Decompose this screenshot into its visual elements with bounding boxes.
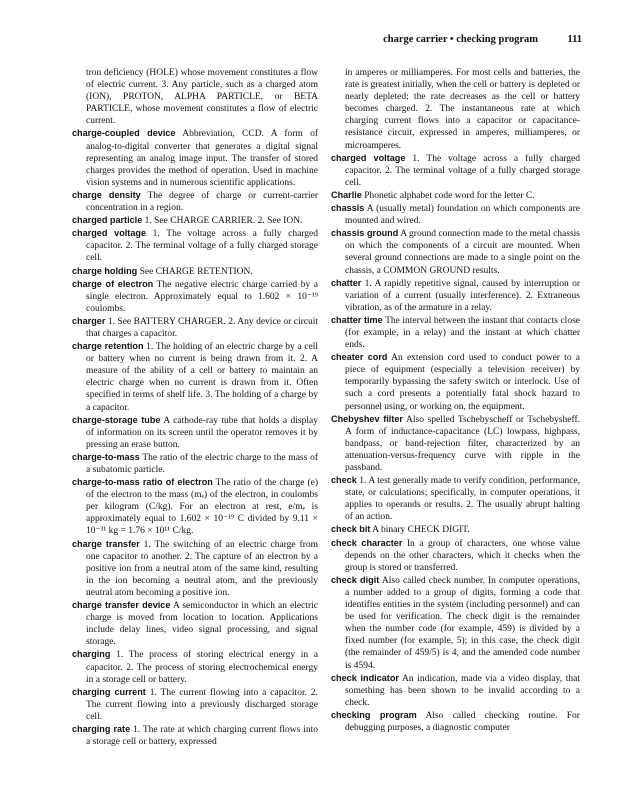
entry-definition: 1. The voltage across a fully charged capacitor. 2. The terminal voltage of a fully charged storage cell. [86, 229, 319, 264]
entry-definition: The negative electric charge carried by a single electron. Approximately equal to 1.602 × 10⁻¹⁹ coulombs. [86, 279, 318, 314]
dictionary-entry [72, 315, 318, 340]
entry-term: chatter time [331, 314, 383, 325]
dictionary-entry [331, 413, 580, 474]
entry-definition: A cathode-ray tube that holds a display of information on its screen until the operator removes it by pressing an erase button. [86, 415, 318, 450]
dictionary-entry [72, 189, 318, 214]
dictionary-entry [331, 314, 580, 351]
dictionary-entry [331, 277, 580, 314]
dictionary-entry [331, 523, 580, 536]
dictionary-entry [72, 278, 318, 315]
dictionary-entry [72, 451, 318, 476]
dictionary-entry [72, 476, 318, 537]
entry-definition: 1. The current flowing into a capacitor. 2. The current flowing into a previously discharged storage cell. [86, 687, 318, 722]
entry-term: chassis [331, 203, 365, 214]
entry-definition: 1. The voltage across a fully charged capacitor. 2. The terminal voltage of a fully charged storage cell. [345, 153, 581, 188]
dictionary-entry [72, 686, 318, 723]
entry-term: charge-to-mass ratio of electron [72, 477, 213, 488]
dictionary-entry [331, 202, 580, 227]
entry-term: charge-storage tube [72, 414, 161, 425]
dictionary-entry [331, 672, 580, 709]
dictionary-entry [72, 227, 318, 264]
entry-term: charge transfer device [72, 600, 171, 611]
running-header [0, 34, 582, 48]
entry-term: charged particle [72, 215, 143, 226]
dictionary-entry [331, 152, 580, 189]
entry-definition: Also spelled Tschebyscheff or Tschebysheff. A form of inductance-capacitance (LC) lowpass, highpass, bandpass, or band-rejection filter, characterized by an attenuation-versus-frequency curve with ripple in the passband. [345, 414, 580, 473]
dictionary-entry [331, 67, 580, 152]
entry-definition: 1. The holding of an electric charge by a cell or battery when no current is being drawn from it. 2. A measure of the ability of a cell or battery to maintain an electric charge when no current is drawn from it. Often specified in terms of shelf life. 3. The holding of a charge by a capacitor. [86, 342, 319, 413]
dictionary-entry [331, 351, 580, 412]
entry-term: charge retention [72, 341, 144, 352]
right-column [331, 67, 580, 734]
entry-definition: See CHARGE RETENTION. [139, 266, 253, 277]
entry-term: charge transfer [72, 538, 140, 549]
dictionary-entry [331, 537, 580, 574]
entry-definition: An extension cord used to conduct power to a piece of equipment (especially a television receiver) by temporarily bypassing the safety switch or interlock. Use of such a cord presents a potentially fatal shock hazard to personnel using, or working on, the equipment. [345, 353, 580, 412]
entry-definition: in amperes or milliamperes. For most cells and batteries, the rate is greatest initially, when the cell or battery is depleted or nearly depleted; the rate decreases as the cell or battery becomes charged. 2. The instantaneous rate at which charging current flows into a capacitor or capacitance-resistance circuit, expressed in amperes, milliamperes, or microamperes. [345, 68, 580, 151]
entry-term: charging current [72, 686, 146, 697]
left-column [72, 67, 318, 748]
dictionary-entry [331, 574, 580, 672]
entry-term: charging rate [72, 723, 131, 734]
entry-term: charge holding [72, 265, 138, 276]
entry-definition: A (usually metal) foundation on which components are mounted and wired. [345, 204, 580, 227]
entry-term: charge density [72, 189, 141, 200]
entry-term: check indicator [331, 672, 399, 683]
entry-definition: A semiconductor in which an electric charge is moved from location to location. Applications include delay lines, video signal processing, and signal storage. [86, 601, 318, 648]
dictionary-entry [72, 538, 318, 599]
page-number: 111 [567, 34, 582, 45]
entry-definition: The ratio of the electric charge to the mass of a subatomic particle. [86, 452, 318, 475]
entry-definition: 1. A rapidly repetitive signal, caused by interruption or variation of a current (usually interference). 2. Extraneous vibration, as of the armature in a relay. [345, 278, 580, 313]
dictionary-entry [72, 340, 318, 414]
entry-term: charge-to-mass [72, 451, 140, 462]
dictionary-entry [331, 709, 580, 734]
dictionary-entry [331, 189, 580, 202]
entry-definition: The interval between the instant that contacts close (for example, in a relay) and the instant at which chatter ends. [345, 315, 580, 351]
entry-term: charged voltage [331, 152, 406, 163]
dictionary-entry [72, 648, 318, 685]
entry-definition: An indication, made via a video display, that something has been shown to be invalid according to a check. [345, 673, 580, 708]
dictionary-entry [72, 127, 318, 188]
entry-definition: 1. See CHARGE CARRIER. 2. See ION. [144, 216, 303, 227]
entry-term: charger [72, 315, 106, 326]
dictionary-entry [72, 414, 318, 451]
entry-definition: A ground connection made to the metal chassis on which the components of a circuit are mounted. When several ground connections are made to a single point on the chassis, a COMMON GROUND results. [345, 229, 580, 276]
entry-term: check [331, 475, 357, 486]
entry-term: cheater cord [331, 352, 388, 363]
entry-term: check digit [331, 574, 380, 585]
entry-definition: The ratio of the charge (e) of the electron to the mass (mₑ) of the electron, in coulombs per kilogram (C/kg). For an electron at rest, e/mₑ is approximately equal to 1.602 × 10⁻¹⁹ C divided by 9.11 × 10⁻³¹ kg = 1.76 × 10¹¹ C/kg. [86, 478, 318, 537]
entry-term: charge of electron [72, 278, 154, 289]
dictionary-entry [331, 474, 580, 523]
entry-term: check character [331, 537, 403, 548]
entry-definition: Also called checking routine. For debugging purposes, a diagnostic computer [345, 710, 580, 733]
entry-definition: 1. The switching of an electric charge from one capacitor to another. 2. The capture of an electron by a positive ion from a neutral atom of the same kind, resulting in the ion becoming a neutral atom, and the previously neutral atom becoming a positive ion. [86, 539, 319, 598]
dictionary-entry [72, 599, 318, 648]
entry-term: checking program [331, 709, 417, 720]
entry-term: charging [72, 649, 111, 660]
entry-definition: 1. The rate at which charging current flows into a storage cell or battery, expressed [86, 724, 319, 748]
entry-definition: 1. A test generally made to verify condition, performance, state, or calculations; specifically, in computer operations, it applies to operands or results. 2. The usually abrupt halting of an action. [345, 476, 581, 523]
entry-definition: Also called check number. In computer operations, a number added to a group of digits, forming a code that identifies entities in the system (including personnel) and can be used for verification. The check digit is the remainder when the number code (for example, 459) is divided by a fixed number (for example, 5); in this case, the check digit (the remainder of 459/5) is 4, and the amended code number is 4594. [345, 575, 580, 671]
entry-definition: 1. The process of storing electrical energy in a capacitor. 2. The process of storing electrochemical energy in a storage cell or battery. [86, 650, 318, 685]
entry-definition: Phonetic alphabet code word for the letter C. [364, 190, 535, 201]
entry-term: charged voltage [72, 228, 147, 239]
entry-term: Chebyshev filter [331, 413, 403, 424]
entry-definition: tron deficiency (HOLE) whose movement constitutes a flow of electric current. 3. Any particle, such as a charged atom (ION), PROTON, ALPHA PARTICLE, or BETA PARTICLE, whose movement constitutes a flow of electric current. [86, 68, 318, 127]
entry-definition: Abbreviation, CCD. A form of analog-to-digital converter that generates a digital signal representing an analog image input. The transfer of stored charges provides the method of operation. Used in machine vision systems and in numerous scientific applications. [86, 129, 318, 188]
dictionary-entry [72, 723, 318, 748]
entry-term: Charlie [331, 189, 362, 200]
entry-term: chassis ground [331, 228, 399, 239]
entry-term: charge-coupled device [72, 128, 176, 139]
dictionary-entry [72, 265, 318, 278]
entry-definition: The degree of charge or current-carrier concentration in a region. [86, 190, 318, 214]
entry-term: check bit [331, 524, 371, 535]
dictionary-entry [331, 227, 580, 276]
entry-definition: A binary CHECK DIGIT. [372, 525, 470, 536]
entry-term: chatter [331, 277, 362, 288]
dictionary-entry [72, 214, 318, 227]
dictionary-entry [72, 67, 318, 127]
entry-definition: 1. See BATTERY CHARGER. 2. Any device or circuit that charges a capacitor. [86, 316, 318, 339]
running-head: charge carrier • checking program [383, 34, 538, 45]
entry-definition: In a group of characters, one whose value depends on the other characters, which it checks when the group is stored or transferred. [345, 538, 580, 573]
